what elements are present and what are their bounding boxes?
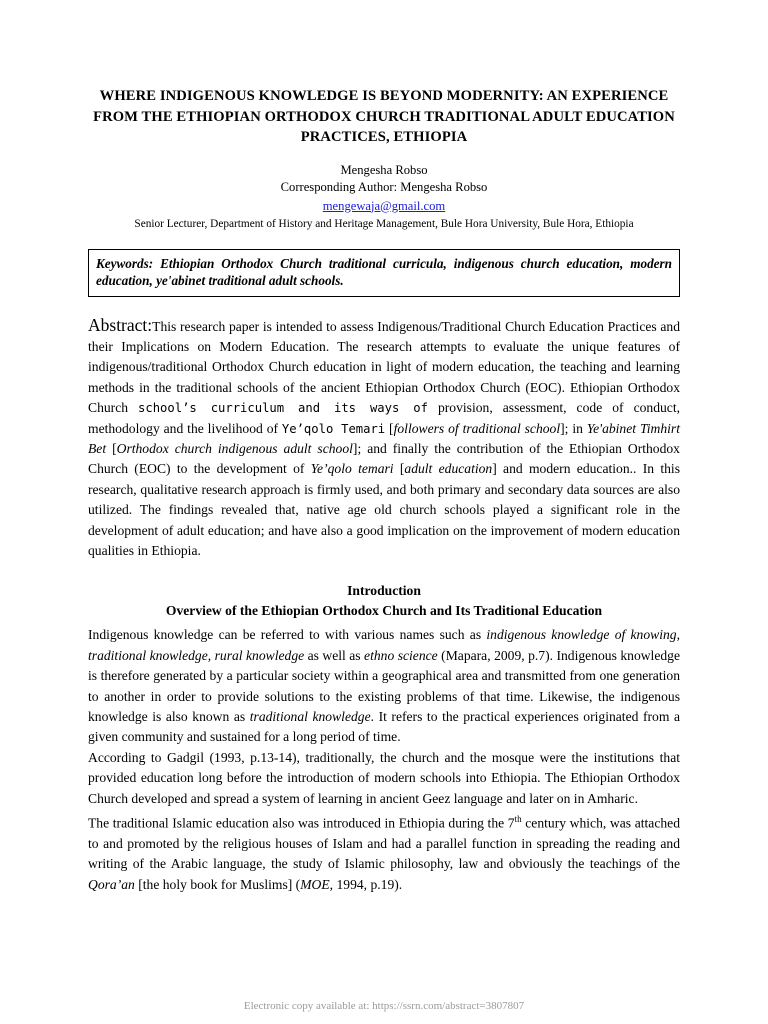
par3-italic-1: Qora’an — [88, 876, 135, 892]
abstract-section — [88, 315, 680, 562]
par3-text-c: [the holy book for Muslims] ( — [134, 876, 301, 892]
abstract-mono-1: school’s curriculum and its ways of — [138, 401, 428, 416]
abstract-text-4: ]; in — [560, 420, 587, 436]
par1-italic-3: traditional knowledge — [249, 709, 371, 724]
abstract-text-6: ]; and finally the contribution of the Ethiopian Orthodox Church (EOC) to the development of — [88, 440, 680, 477]
abstract-text-8: ] and modern education.. In this research, qualitative research approach is firmly used, and both primary and secondary data sources are also utilized. The findings revealed that, native age old church schools played a significant role in the development of adult education; and have also a good implication on the improvement of modern education qualities in Ethiopia. — [88, 461, 680, 558]
author-email-link[interactable]: mengewaja@gmail.com — [322, 198, 446, 213]
abstract-italic-3: Orthodox church indigenous adult school — [116, 440, 353, 456]
abstract-italic-5: adult education — [404, 461, 493, 477]
par3-text-b: century which, was attached to and promoted by the religious houses of Islam and had a parallel function in spreading the reading and writing of the Arabic language, the study of Islamic philosophy, law and obviously the teachings of the — [88, 815, 680, 872]
ssrn-footer-notice: Electronic copy available at: https://ssrn.com/abstract=3807807 — [243, 1000, 525, 1012]
section-heading-introduction: Introduction — [347, 583, 421, 599]
abstract-text-2: provision, assessment, code of conduct, methodology and the livelihood of — [88, 400, 681, 436]
abstract-mono-2: Ye’qolo Temari — [281, 421, 386, 436]
keywords-box: Keywords: Ethiopian Orthodox Church traditional curricula, indigenous church education, modern education, ye'abinet traditional adult schools. — [88, 249, 680, 297]
par3-text-d: , 1994, p.19). — [329, 876, 403, 892]
body-paragraph-3 — [88, 809, 680, 895]
par3-italic-2: MOE — [300, 876, 330, 892]
body-paragraph-2: According to Gadgil (1993, p.13-14), traditionally, the church and the mosque were the institutions that provided education long before the introduction of modern schools into Ethiopia. The Ethiopian Orthodox Church developed and spread a system of learning in ancient Geez language and later on in Amharic. — [88, 749, 680, 806]
abstract-text-3: [ — [385, 420, 394, 436]
abstract-text-1: This research paper is intended to assess Indigenous/Traditional Church Education Practices and their Implications on Modern Education. The research attempts to evaluate the unique features of indigenous/traditional Orthodox Church education in light of modern education, the teaching and learning methods in the traditional schools of the ancient Ethiopian Orthodox Church (EOC). Ethiopian Orthodox Church — [88, 318, 680, 416]
abstract-label: Abstract: — [88, 314, 153, 335]
corresponding-author: Corresponding Author: Mengesha Robso — [280, 180, 488, 194]
abstract-italic-2: Ye'abinet Timhirt Bet — [88, 420, 680, 456]
subsection-heading-overview: Overview of the Ethiopian Orthodox Church and Its Traditional Education — [165, 603, 603, 619]
par3-text-a: The traditional Islamic education also was introduced in Ethiopia during the 7 — [88, 815, 515, 831]
page-title: WHERE INDIGENOUS KNOWLEDGE IS BEYOND MODERNITY: AN EXPERIENCE FROM THE ETHIOPIAN ORTHODOX CHURCH TRADITIONAL ADULT EDUCATION PRACTICES, ETHIOPIA — [93, 88, 675, 145]
par1-text-b: as well as — [304, 647, 365, 663]
par1-italic-2: ethno science — [364, 647, 438, 663]
abstract-italic-4: Ye’qolo temari — [310, 461, 394, 477]
author-name: Mengesha Robso — [340, 162, 428, 177]
author-block — [88, 162, 680, 234]
par1-text-a: Indigenous knowledge can be referred to with various names such as — [88, 627, 487, 643]
par1-text-d: . It refers to the practical experiences originated from a given community and sustained for a long period of time. — [88, 709, 680, 745]
author-affiliation: Senior Lecturer, Department of History and Heritage Management, Bule Hora University, Bule Hora, Ethiopia — [134, 218, 634, 230]
body-paragraph-1 — [88, 625, 680, 747]
body-content — [88, 625, 680, 895]
par3-superscript: th — [514, 814, 522, 825]
abstract-text-5: [ — [106, 440, 117, 456]
abstract-italic-1: followers of traditional school — [393, 420, 561, 436]
par1-text-c: (Mapara, 2009, p.7). Indigenous knowledge is therefore generated by a particular society within a geographical area and transmitted from one generation to another in order to provide solutions to the existing problems of that time. Likewise, the indigenous knowledge is also known as — [88, 647, 680, 724]
par1-italic-1: indigenous knowledge of knowing, traditional knowledge, rural knowledge — [88, 627, 680, 663]
abstract-text-7: [ — [393, 461, 405, 477]
